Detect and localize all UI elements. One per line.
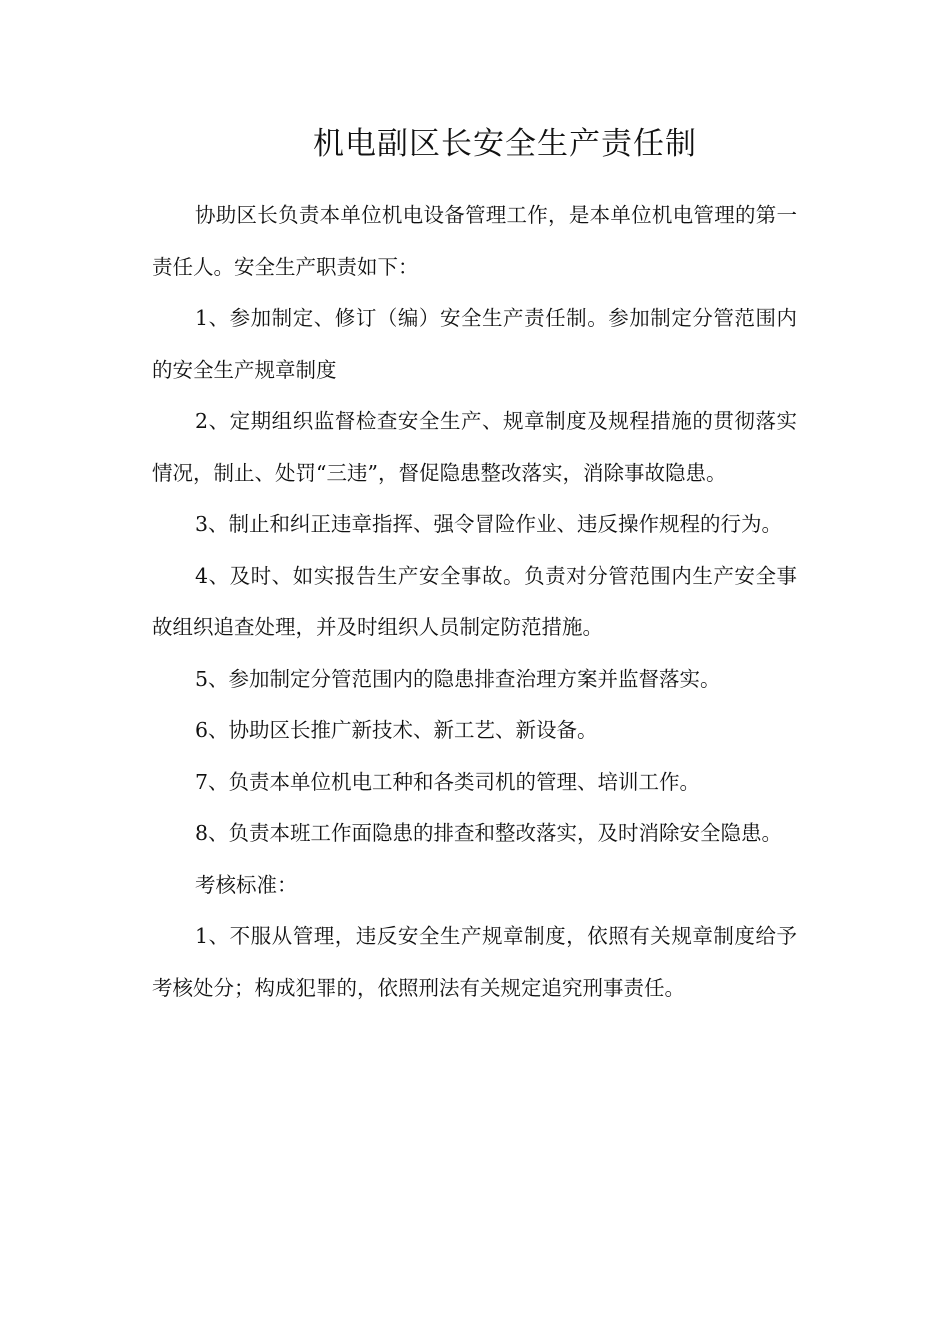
document-title: 机电副区长安全生产责任制 (313, 126, 697, 162)
duty-item-8: 8、负责本班工作面隐患的排查和整改落实，及时消除安全隐患。 (195, 821, 783, 845)
assessment-item-1: 1、不服从管理，违反安全生产规章制度，依照有关规章制度给予考核处分；构成犯罪的，依照刑法有关规定追究刑事责任。 (152, 924, 797, 1000)
intro-paragraph: 协助区长负责本单位机电设备管理工作，是本单位机电管理的第一责任人。安全生产职责如下： (152, 203, 797, 279)
assessment-heading: 考核标准： (195, 872, 298, 897)
duty-item-2: 2、定期组织监督检查安全生产、规章制度及规程措施的贯彻落实情况，制止、处罚“三违”，督促隐患整改落实，消除事故隐患。 (152, 409, 797, 485)
duty-item-6: 6、协助区长推广新技术、新工艺、新设备。 (195, 718, 598, 742)
duty-item-1: 1、参加制定、修订（编）安全生产责任制。参加制定分管范围内的安全生产规章制度 (152, 306, 797, 382)
document-body (152, 190, 797, 1014)
duty-item-4: 4、及时、如实报告生产安全事故。负责对分管范围内生产安全事故组织追查处理，并及时组织人员制定防范措施。 (152, 563, 797, 639)
duty-item-7: 7、负责本单位机电工种和各类司机的管理、培训工作。 (195, 769, 701, 794)
duty-item-3: 3、制止和纠正违章指挥、强令冒险作业、违反操作规程的行为。 (195, 512, 783, 536)
duty-item-5: 5、参加制定分管范围内的隐患排查治理方案并监督落实。 (195, 666, 721, 691)
